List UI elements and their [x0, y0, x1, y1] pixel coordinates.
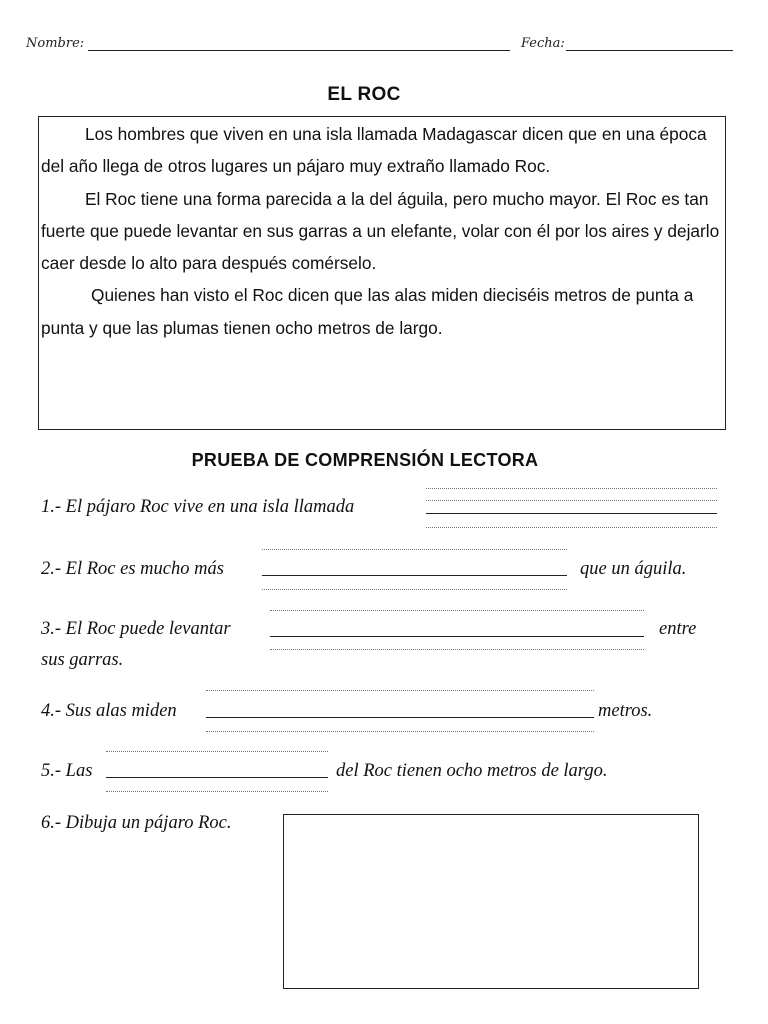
- question-5-text: 5.- Las: [41, 761, 93, 781]
- answer-1-guide-top: [426, 488, 717, 489]
- question-3-continuation: sus garras.: [41, 650, 124, 670]
- quiz-title: PRUEBA DE COMPRENSIÓN LECTORA: [191, 450, 539, 470]
- answer-2-line[interactable]: [262, 575, 567, 576]
- question-3-text: 3.- El Roc puede levantar: [41, 619, 231, 639]
- reading-paragraph-2: El Roc tiene una forma parecida a la del águila, pero mucho mayor. El Roc es tan fuerte que puede levantar en sus garras a un elefante, volar con él por los aires y dejarlo caer desde lo alto para después comérselo.: [41, 188, 720, 274]
- answer-5-guide-top: [106, 751, 328, 752]
- answer-3-guide-top: [270, 610, 644, 611]
- answer-1-guide-mid: [426, 500, 717, 501]
- drawing-box[interactable]: [283, 814, 699, 989]
- answer-1-guide-bottom: [426, 527, 717, 528]
- answer-2-guide-bottom: [262, 589, 567, 590]
- answer-3-guide-bottom: [270, 649, 644, 650]
- question-2-suffix: que un águila.: [580, 559, 687, 579]
- answer-4-guide-bottom: [206, 731, 594, 732]
- name-field[interactable]: [88, 50, 510, 51]
- answer-5-guide-bottom: [106, 791, 328, 792]
- question-6-text: 6.- Dibuja un pájaro Roc.: [41, 813, 232, 833]
- question-5-suffix: del Roc tienen ocho metros de largo.: [336, 761, 608, 781]
- question-4-suffix: metros.: [598, 701, 653, 721]
- answer-5-line[interactable]: [106, 777, 328, 778]
- page-title: EL ROC: [327, 84, 401, 105]
- reading-paragraph-1: Los hombres que viven en una isla llamada Madagascar dicen que en una época del año llega de otros lugares un pájaro muy extraño llamado Roc.: [41, 124, 707, 177]
- answer-4-guide-top: [206, 690, 594, 691]
- question-4-text: 4.- Sus alas miden: [41, 701, 177, 721]
- question-3-suffix: entre: [659, 619, 697, 639]
- answer-4-line[interactable]: [206, 717, 594, 718]
- date-label: Fecha:: [521, 36, 565, 51]
- question-2-text: 2.- El Roc es mucho más: [41, 559, 224, 579]
- answer-1-line[interactable]: [426, 513, 717, 514]
- reading-paragraph-3: Quienes han visto el Roc dicen que las alas miden dieciséis metros de punta a punta y que las plumas tienen ocho metros de largo.: [41, 285, 694, 338]
- date-field[interactable]: [566, 50, 733, 51]
- name-label: Nombre:: [26, 36, 85, 51]
- answer-3-line[interactable]: [270, 636, 644, 637]
- question-1-text: 1.- El pájaro Roc vive en una isla llamada: [41, 497, 355, 517]
- reading-passage: [41, 118, 723, 344]
- answer-2-guide-top: [262, 549, 567, 550]
